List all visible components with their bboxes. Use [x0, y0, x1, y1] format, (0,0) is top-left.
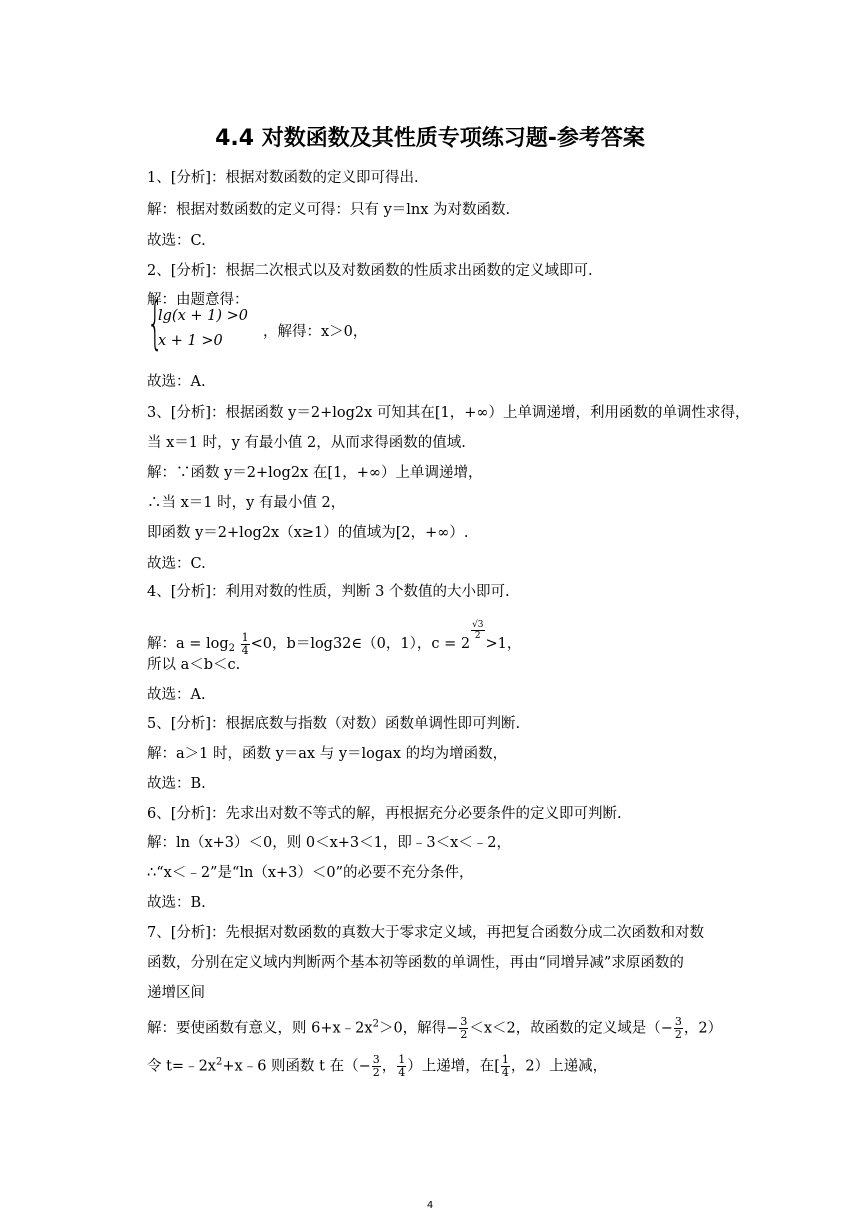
q7-analysis-3: 递增区间: [147, 985, 205, 1001]
q4-exponent-fraction: $\frac{√3}{2}$: [472, 620, 484, 641]
page-number: 4: [426, 1200, 434, 1211]
q2-system-row-2: x + 1 >0: [158, 333, 223, 349]
q5-analysis: 5、[分析]：根据底数与指数（对数）函数单调性即可判断.: [147, 716, 521, 732]
q7-fraction-3-2-c: $\frac{3}{2}$: [372, 1053, 380, 1079]
q2-solution: 解：由题意得：: [147, 292, 249, 308]
q4-analysis: 4、[分析]：利用对数的性质，判断 3 个数值的大小即可.: [147, 584, 510, 600]
q2-analysis: 2、[分析]：根据二次根式以及对数函数的性质求出函数的定义域即可.: [147, 263, 593, 279]
q7-solution-1: 解：要使函数有意义，则 $6+x﹣2x^2>0$，解得− $\frac{3}{2}$ ＜x＜2，故函数的定义域是（− $\frac{3}{2}$ ，2）: [147, 1015, 723, 1041]
q1-analysis: 1、[分析]：根据对数函数的定义即可得出.: [147, 170, 419, 186]
q6-solution-1: 解：ln（x+3）＜0，则 0＜x+3＜1，即﹣3＜x＜﹣2，: [147, 835, 511, 851]
q3-analysis-2: 当 x＝1 时，y 有最小值 2，从而求得函数的值域.: [147, 435, 466, 451]
q5-solution: 解：a＞1 时，函数 y＝ax 与 y＝logax 的均为增函数，: [147, 746, 508, 762]
q2-system-result: ，解得：x＞0，: [263, 324, 368, 340]
q4-solution: [147, 620, 521, 657]
q3-solution-1: 解：∵函数 y＝2+log2x 在[1，+∞）上单调递增，: [147, 465, 483, 481]
q3-solution-2: ∴当 x＝1 时，y 有最小值 2，: [147, 495, 346, 511]
q6-analysis: 6、[分析]：先求出对数不等式的解，再根据充分必要条件的定义即可判断.: [147, 806, 622, 822]
q7-solution-2: 令 $t=﹣2x^2+x﹣6$ 则函数 t 在（− $\frac{3}{2}$ ， $\frac{1}{4}$ ）上递增，在[ $\frac{1}{4}$ ，2）上递减，: [147, 1053, 608, 1079]
q7-analysis-2: 函数，分别在定义域内判断两个基本初等函数的单调性，再由“同增异减”求原函数的: [147, 955, 684, 971]
q6-solution-2: ∴“x＜﹣2”是“ln（x+3）＜0”的必要不充分条件，: [147, 865, 474, 881]
q3-answer: 故选：C.: [147, 556, 206, 572]
q3-solution-3: 即函数 y＝2+log2x（x≥1）的值域为[2，+∞）.: [147, 525, 469, 541]
q7-fraction-1-4-b: $\frac{1}{4}$: [501, 1053, 509, 1079]
left-brace-icon: {: [147, 291, 164, 356]
q7-analysis-1: 7、[分析]：先根据对数函数的真数大于零求定义域，再把复合函数分成二次函数和对数: [147, 925, 705, 941]
q4-answer: 故选：A.: [147, 687, 206, 703]
q4-sol-end: >1，: [485, 636, 522, 652]
q7-fraction-1-4: $\frac{1}{4}$: [398, 1053, 406, 1079]
q4-log-base: 2: [228, 643, 236, 654]
q4-fraction: $\frac{1}{4}$: [241, 630, 249, 657]
q4-order: 所以 a＜b＜c.: [147, 657, 241, 673]
q5-answer: 故选：B.: [147, 776, 206, 792]
q1-solution: 解：根据对数函数的定义可得：只有 y＝lnx 为对数函数.: [147, 202, 511, 218]
q2-system-row-1: lg(x + 1) >0: [158, 308, 248, 324]
q7-fraction-3-2-b: $\frac{3}{2}$: [674, 1015, 682, 1041]
page-title: 4.4 对数函数及其性质专项练习题-参考答案: [215, 126, 645, 151]
q7-fraction-3-2: $\frac{3}{2}$: [460, 1015, 468, 1041]
q2-answer: 故选：A.: [147, 374, 206, 390]
q6-answer: 故选：B.: [147, 895, 206, 911]
q4-sol-mid: <0，b＝log32∈（0，1），c = 2: [250, 636, 471, 652]
q3-analysis-1: 3、[分析]：根据函数 y＝2+log2x 可知其在[1，+∞）上单调递增，利用函数的单调性求得，: [147, 405, 750, 421]
q1-answer: 故选：C.: [147, 233, 206, 249]
q4-sol-prefix: 解：a = log: [147, 636, 229, 652]
